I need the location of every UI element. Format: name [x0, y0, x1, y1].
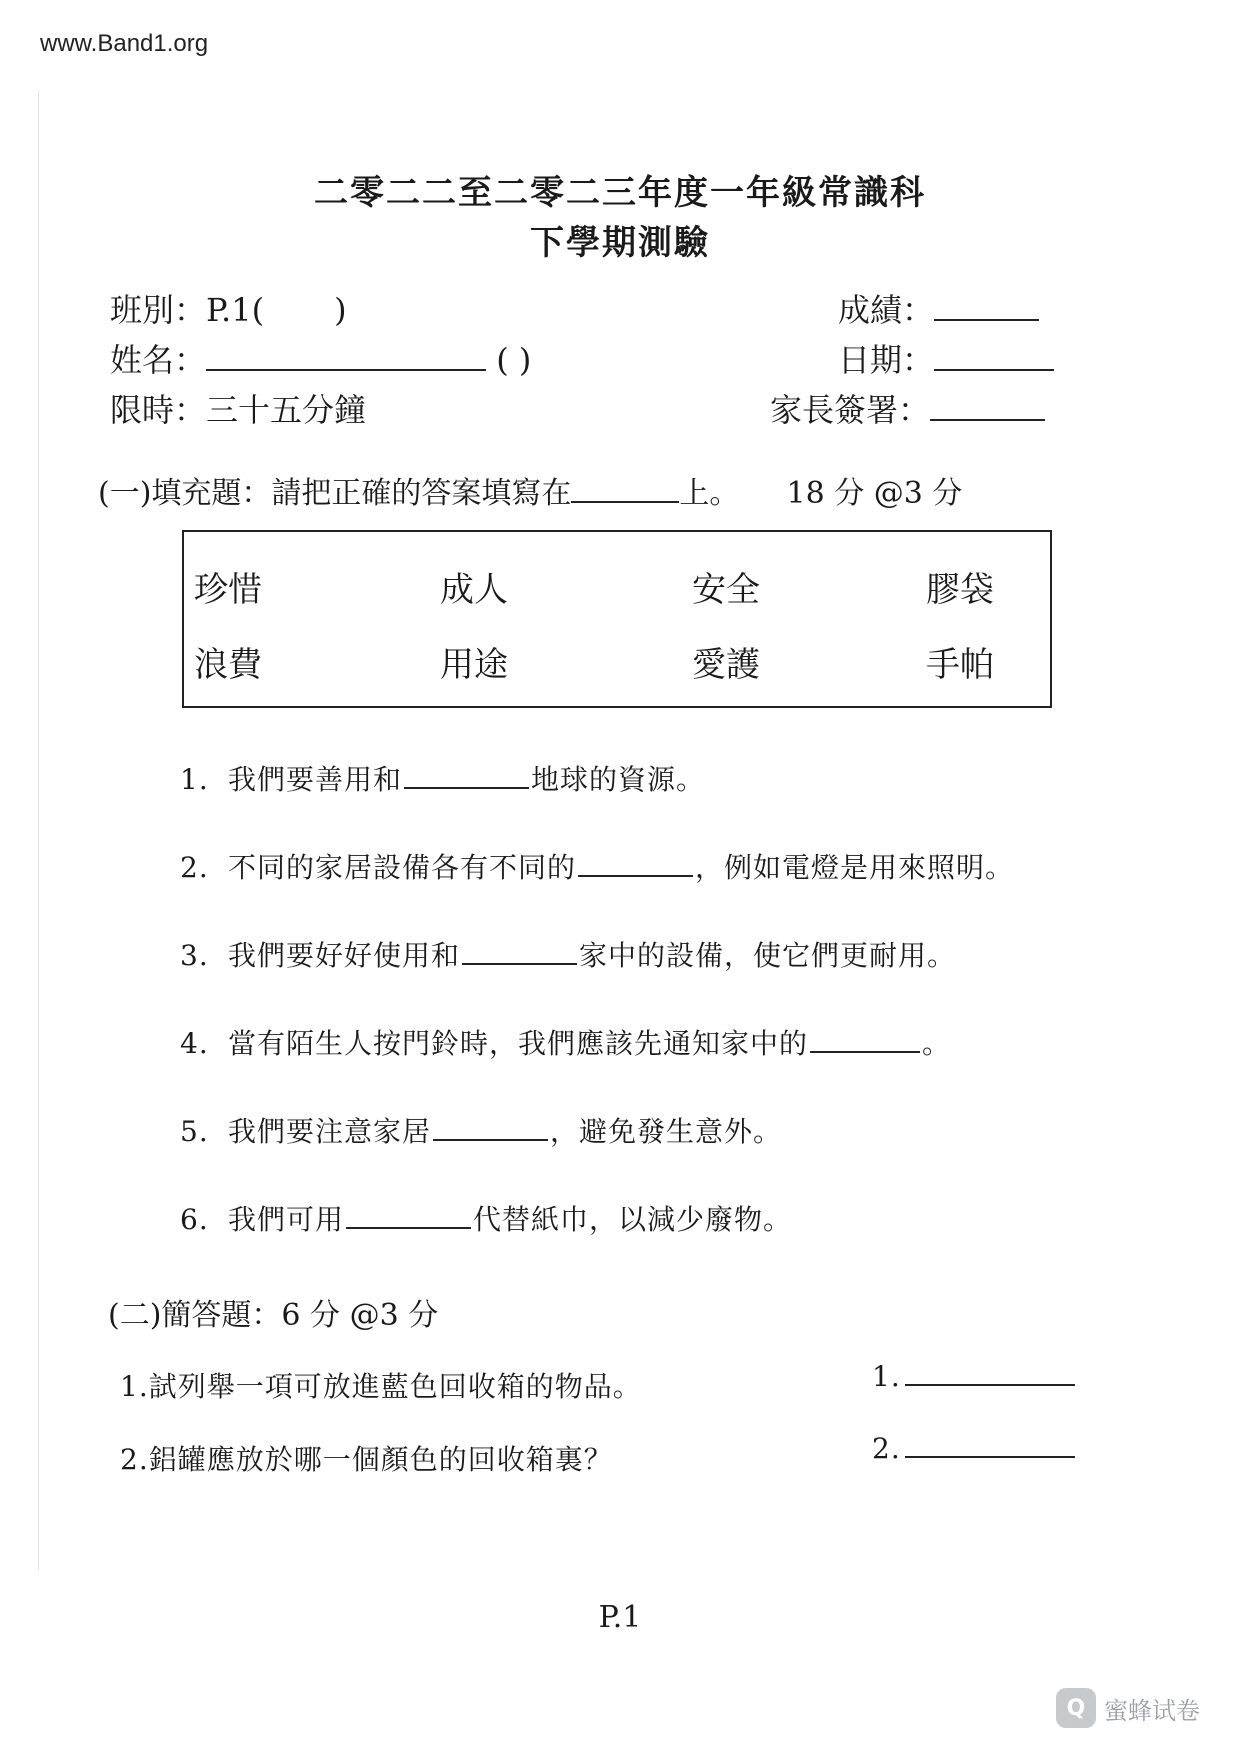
- score-field: [838, 285, 1039, 331]
- time-limit: 限時：三十五分鐘: [110, 391, 367, 429]
- page-number: P.1: [598, 1600, 642, 1635]
- brand-watermark: [1056, 1688, 1200, 1728]
- score-blank[interactable]: [934, 289, 1039, 321]
- question-text: ，例如電燈是用來照明。: [695, 851, 1015, 884]
- short-answer-2: [872, 1432, 1075, 1465]
- word-bank-item: 成人: [440, 570, 508, 610]
- class-close: ): [334, 291, 347, 329]
- answer-number: 1.: [872, 1360, 901, 1393]
- short-question-2: 2.鋁罐應放於哪一個顏色的回收箱裏？: [120, 1443, 613, 1476]
- section1-instruction-tail: 上。: [679, 476, 740, 511]
- question-text: 。: [922, 1027, 952, 1060]
- section1-heading: [98, 468, 962, 512]
- question-number: 2.: [180, 851, 209, 884]
- brand-logo-icon: Q: [1056, 1688, 1096, 1728]
- signature-blank[interactable]: [930, 389, 1045, 421]
- scan-margin-line: [38, 90, 39, 1570]
- signature-label: 家長簽署：: [770, 391, 931, 429]
- word-bank-item: 手帕: [926, 645, 994, 685]
- question-text: 我們要注意家居: [228, 1115, 432, 1148]
- section1-heading-blank: [571, 475, 679, 503]
- class-number-paren: ( ): [496, 341, 532, 379]
- fill-question-2: [180, 846, 1014, 886]
- word-bank-box: [182, 530, 1052, 708]
- section1-marks: 18 分 @3 分: [786, 476, 963, 511]
- answer-blank[interactable]: [404, 763, 529, 789]
- question-text: 家中的設備，使它們更耐用。: [579, 939, 957, 972]
- question-number: 5.: [180, 1115, 209, 1148]
- question-text: ，避免發生意外。: [550, 1115, 783, 1148]
- fill-question-3: [180, 934, 956, 974]
- name-blank[interactable]: [206, 339, 486, 371]
- answer-blank[interactable]: [810, 1027, 920, 1053]
- answer-blank[interactable]: [905, 1360, 1075, 1386]
- question-number: 1.: [180, 763, 209, 796]
- section1-instruction: (一)填充題：請把正確的答案填寫在: [98, 476, 572, 511]
- question-text: 不同的家居設備各有不同的: [228, 851, 577, 884]
- question-text: 我們要善用和: [228, 763, 403, 796]
- word-bank-item: 安全: [692, 570, 760, 610]
- word-bank-item: 膠袋: [926, 570, 994, 610]
- date-blank[interactable]: [934, 339, 1054, 371]
- page-title: 二零二二至二零二三年度一年級常識科: [314, 173, 926, 213]
- question-text: 當有陌生人按門鈴時，我們應該先通知家中的: [228, 1027, 809, 1060]
- word-bank-item: 愛護: [692, 645, 760, 685]
- question-text: 我們可用: [228, 1203, 345, 1236]
- class-field: [110, 285, 347, 331]
- question-text: 我們要好好使用和: [228, 939, 461, 972]
- watermark-url: www.Band1.org: [40, 30, 209, 57]
- answer-blank[interactable]: [462, 939, 577, 965]
- date-label: 日期：: [838, 341, 935, 379]
- answer-number: 2.: [872, 1432, 901, 1465]
- date-field: [838, 335, 1054, 381]
- word-bank-item: 浪費: [194, 645, 262, 685]
- word-bank-item: 用途: [440, 645, 508, 685]
- short-answer-1: [872, 1360, 1075, 1393]
- brand-text: 蜜蜂试卷: [1104, 1696, 1200, 1725]
- answer-blank[interactable]: [433, 1115, 548, 1141]
- word-bank-item: 珍惜: [194, 570, 262, 610]
- score-label: 成績：: [838, 291, 935, 329]
- answer-blank[interactable]: [905, 1432, 1075, 1458]
- fill-question-5: [180, 1110, 782, 1150]
- question-text: 地球的資源。: [531, 763, 706, 796]
- class-label: 班別：P.1(: [110, 291, 265, 329]
- answer-blank[interactable]: [578, 851, 693, 877]
- section2-heading: (二)簡答題：6 分 @3 分: [108, 1298, 439, 1333]
- page-subtitle: 下學期測驗: [530, 223, 710, 263]
- question-number: 3.: [180, 939, 209, 972]
- fill-question-6: [180, 1198, 792, 1238]
- fill-question-1: [180, 758, 705, 798]
- short-question-1: 1.試列舉一項可放進藍色回收箱的物品。: [120, 1370, 642, 1403]
- question-number: 4.: [180, 1027, 209, 1060]
- name-field: [110, 335, 531, 381]
- question-number: 6.: [180, 1203, 209, 1236]
- name-label: 姓名：: [110, 341, 207, 379]
- parent-signature-field: [770, 385, 1045, 431]
- fill-question-4: [180, 1022, 951, 1062]
- answer-blank[interactable]: [346, 1203, 471, 1229]
- question-text: 代替紙巾，以減少廢物。: [473, 1203, 793, 1236]
